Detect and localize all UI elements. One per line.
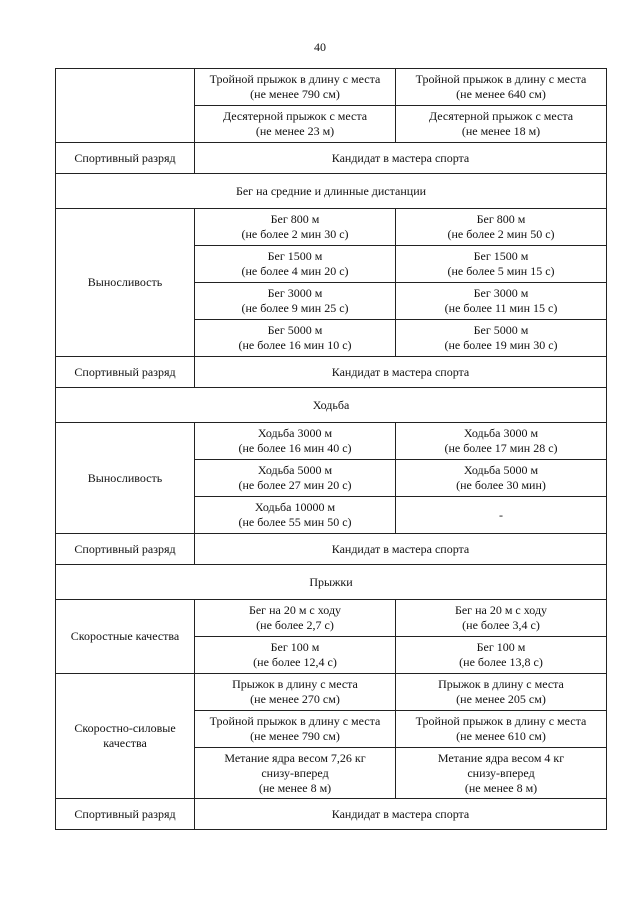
- men-norm: [195, 637, 396, 674]
- men-norm-line: (не менее 8 м): [258, 780, 332, 795]
- women-norm-line: (не менее 640 см): [456, 87, 546, 101]
- women-norm: [396, 460, 607, 497]
- men-norm-line: (не менее 790 см): [250, 729, 340, 743]
- men-norm: [195, 748, 396, 799]
- quality-cell: [56, 674, 195, 799]
- section-row: [56, 565, 607, 600]
- women-norm-line: Бег 100 м: [476, 640, 526, 654]
- section-row: [56, 388, 607, 423]
- rank-label: Спортивный разряд: [56, 534, 195, 565]
- women-norm-line: Метание ядра весом 4 кг: [437, 750, 565, 765]
- women-norm: [396, 748, 607, 799]
- men-norm: [195, 460, 396, 497]
- women-norm-line: Бег 1500 м: [473, 249, 529, 263]
- women-norm-line: Бег на 20 м с ходу: [454, 603, 548, 617]
- men-norm-line: (не менее 790 см): [250, 87, 340, 101]
- men-norm-line: (не менее 23 м): [255, 124, 335, 138]
- men-norm-line: Бег на 20 м с ходу: [248, 603, 342, 617]
- quality-cell-line: качества: [103, 736, 147, 750]
- men-norm-line: Бег 3000 м: [267, 286, 323, 300]
- rank-row: [56, 534, 607, 565]
- quality-cell-line: Скоростные качества: [70, 629, 180, 643]
- women-norm-line: (не более 5 мин 15 с): [447, 264, 555, 278]
- men-norm: [195, 497, 396, 534]
- men-norm-line: Бег 5000 м: [267, 323, 323, 337]
- rank-value: Кандидат в мастера спорта: [195, 534, 607, 565]
- rank-value: Кандидат в мастера спорта: [195, 357, 607, 388]
- women-norm: [396, 106, 607, 143]
- men-norm-line: Бег 100 м: [270, 640, 320, 654]
- women-norm-line: Бег 5000 м: [473, 323, 529, 337]
- men-norm-line: Тройной прыжок в длину с места: [209, 714, 381, 728]
- women-norm-line: снизу-вперед: [467, 765, 535, 780]
- men-norm-line: (не более 9 мин 25 с): [241, 301, 349, 315]
- quality-cell-line: Выносливость: [87, 470, 163, 485]
- quality-cell-line: Скоростно-силовые: [74, 721, 176, 735]
- women-norm: [396, 320, 607, 357]
- women-norm: [396, 674, 607, 711]
- men-norm-line: (не менее 270 см): [250, 692, 340, 706]
- quality-cell: [56, 423, 195, 534]
- women-norm-line: (не более 13,8 с): [459, 655, 543, 669]
- norm-row: [56, 209, 607, 246]
- men-norm-line: Ходьба 5000 м: [257, 463, 333, 477]
- women-norm: [396, 497, 607, 534]
- women-norm-line: Ходьба 3000 м: [463, 426, 539, 440]
- women-norm-line: Бег 3000 м: [473, 286, 529, 300]
- norm-row: [56, 600, 607, 637]
- men-norm-line: (не более 4 мин 20 с): [241, 264, 349, 278]
- rank-label: Спортивный разряд: [56, 799, 195, 830]
- quality-cell: [56, 600, 195, 674]
- men-norm-line: (не более 27 мин 20 с): [238, 478, 352, 492]
- women-norm-line: (не более 3,4 с): [462, 618, 540, 632]
- women-norm: [396, 637, 607, 674]
- men-norm-line: Тройной прыжок в длину с места: [209, 72, 381, 86]
- rank-value: Кандидат в мастера спорта: [195, 799, 607, 830]
- women-norm: [396, 600, 607, 637]
- page-number: 40: [314, 40, 326, 54]
- men-norm: [195, 283, 396, 320]
- men-norm-line: снизу-вперед: [261, 765, 329, 780]
- men-norm: [195, 209, 396, 246]
- men-norm-line: Бег 1500 м: [267, 249, 323, 263]
- norm-row: [56, 674, 607, 711]
- norms-table-body: [56, 69, 607, 830]
- rank-value: Кандидат в мастера спорта: [195, 143, 607, 174]
- women-norm-line: Тройной прыжок в длину с места: [415, 72, 587, 86]
- men-norm-line: (не более 16 мин 40 с): [238, 441, 352, 455]
- women-norm-line: Ходьба 5000 м: [463, 463, 539, 477]
- women-norm-line: Тройной прыжок в длину с места: [415, 714, 587, 728]
- men-norm-line: Метание ядра весом 7,26 кг: [224, 750, 366, 765]
- men-norm-line: (не более 55 мин 50 с): [238, 515, 352, 529]
- men-norm: [195, 674, 396, 711]
- men-norm: [195, 423, 396, 460]
- section-row: [56, 174, 607, 209]
- women-norm: [396, 711, 607, 748]
- men-norm: [195, 246, 396, 283]
- men-norm: [195, 320, 396, 357]
- section-title: Бег на средние и длинные дистанции: [56, 174, 607, 209]
- rank-label: Спортивный разряд: [56, 143, 195, 174]
- rank-row: [56, 799, 607, 830]
- men-norm-line: (не более 2,7 с): [256, 618, 334, 632]
- rank-label: Спортивный разряд: [56, 357, 195, 388]
- norms-table: [55, 68, 607, 830]
- men-norm: [195, 711, 396, 748]
- women-norm: [396, 209, 607, 246]
- women-norm-line: (не менее 205 см): [456, 692, 546, 706]
- men-norm-line: (не более 2 мин 30 с): [241, 227, 349, 241]
- rank-row: [56, 143, 607, 174]
- quality-cell: [56, 69, 195, 143]
- section-title: Прыжки: [56, 565, 607, 600]
- men-norm-line: (не более 16 мин 10 с): [238, 338, 352, 352]
- men-norm-line: Ходьба 3000 м: [257, 426, 333, 440]
- men-norm-line: (не более 12,4 с): [253, 655, 337, 669]
- women-norm: [396, 283, 607, 320]
- men-norm-line: Прыжок в длину с места: [232, 677, 358, 691]
- women-norm-line: (не более 30 мин): [456, 478, 546, 492]
- women-norm-line: -: [499, 507, 503, 522]
- women-norm-line: (не более 19 мин 30 с): [444, 338, 558, 352]
- women-norm-line: (не более 11 мин 15 с): [444, 301, 558, 315]
- quality-cell: [56, 209, 195, 357]
- women-norm-line: (не менее 610 см): [456, 729, 546, 743]
- quality-cell-line: Выносливость: [87, 275, 163, 289]
- men-norm: [195, 106, 396, 143]
- women-norm-line: Бег 800 м: [476, 212, 526, 226]
- women-norm-line: (не менее 8 м): [464, 780, 538, 795]
- women-norm: [396, 246, 607, 283]
- men-norm: [195, 600, 396, 637]
- women-norm-line: (не более 2 мин 50 с): [447, 227, 555, 241]
- rank-row: [56, 357, 607, 388]
- women-norm-line: (не менее 18 м): [461, 124, 541, 138]
- women-norm-line: Десятерной прыжок с места: [428, 109, 574, 123]
- women-norm: [396, 69, 607, 106]
- men-norm-line: Ходьба 10000 м: [254, 500, 336, 514]
- men-norm-line: Бег 800 м: [270, 212, 320, 226]
- women-norm-line: (не более 17 мин 28 с): [444, 441, 558, 455]
- women-norm: [396, 423, 607, 460]
- men-norm-line: Десятерной прыжок с места: [222, 109, 368, 123]
- norm-row: [56, 423, 607, 460]
- women-norm-line: Прыжок в длину с места: [438, 677, 564, 691]
- section-title: Ходьба: [56, 388, 607, 423]
- norm-row: [56, 69, 607, 106]
- men-norm: [195, 69, 396, 106]
